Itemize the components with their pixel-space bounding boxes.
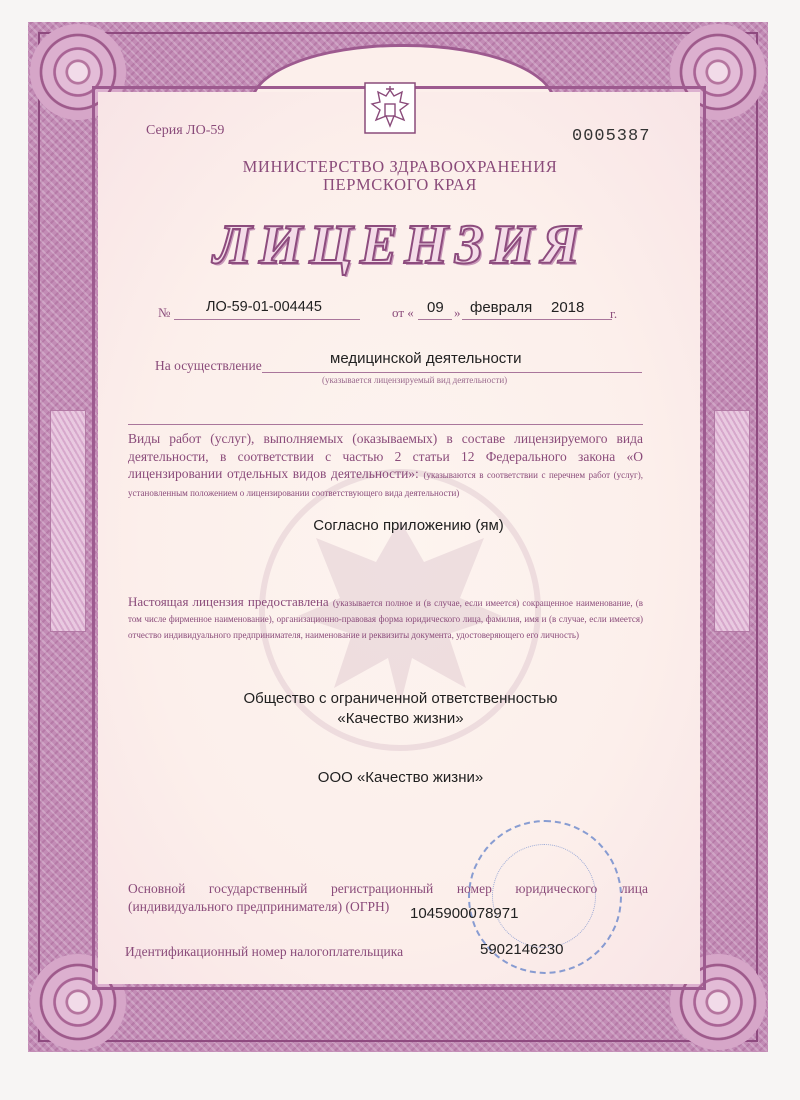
license-year: 2018: [551, 299, 585, 316]
day-underline: [418, 319, 452, 320]
ogrn-value: 1045900078971: [410, 905, 519, 922]
license-day: 09: [427, 299, 444, 316]
works-text: Виды работ (услуг), выполняемых (оказываемых) в составе лицензируемого вида деятельности, в соответствии с частью 2 статьи 12 Федерального закона «О лицензировании отдельных видов деятельности»:: [128, 431, 643, 481]
ministry-name-line1: МИНИСТЕРСТВО ЗДРАВООХРАНЕНИЯ: [242, 157, 558, 176]
licensee-full-name-line1: Общество с ограниченной ответственностью: [243, 690, 558, 707]
activity-value: медицинской деятельности: [330, 350, 522, 367]
date-from-label: от «: [392, 305, 414, 320]
number-underline: [174, 319, 360, 320]
month-year-underline: [462, 319, 612, 320]
document-title: ЛИЦЕНЗИЯ: [213, 214, 587, 276]
activity-hint: (указывается лицензируемый вид деятельности): [322, 375, 508, 385]
year-suffix: г.: [610, 306, 618, 321]
licensee-short-name: ООО «Качество жизни»: [317, 769, 484, 786]
license-month: февраля: [470, 299, 533, 316]
inn-label: Идентификационный номер налогоплательщика: [125, 944, 404, 959]
right-guilloche-band: [714, 410, 750, 632]
license-number: ЛО-59-01-004445: [206, 299, 322, 315]
coat-of-arms-icon: [362, 80, 418, 136]
ogrn-label: Основной государственный регистрационный номер юридического лица (индивидуального предпринимателя) (ОГРН): [128, 881, 648, 914]
licensee-full-name-line2: «Качество жизни»: [337, 710, 464, 727]
activity-underline: [262, 372, 642, 373]
blank-line: [128, 424, 643, 425]
number-sign: №: [158, 305, 171, 320]
serial-number: 0005387: [572, 127, 651, 146]
ministry-name-line2: ПЕРМСКОГО КРАЯ: [323, 175, 477, 194]
activity-label: На осуществление: [155, 358, 262, 373]
works-value: Согласно приложению (ям): [313, 517, 504, 534]
licensee-fine-print: (указывается полное и (в случае, если имеется) сокращенное наименование, (в том числе фирменное наименование), организационно-правовая форма юридического лица, фамилия, имя и (в случае, если имеется) отчество индивидуального предпринимателя, наименование и реквизиты документа, удостоверяющего его личность): [128, 598, 643, 640]
date-sep: »: [454, 305, 461, 320]
works-paragraph: [128, 430, 643, 500]
inn-value: 5902146230: [480, 941, 564, 958]
licensee-text: Настоящая лицензия предоставлена: [128, 594, 329, 609]
licensee-paragraph: [128, 594, 643, 642]
series-label: Серия ЛО-59: [146, 123, 225, 138]
left-guilloche-band: [50, 410, 86, 632]
works-fine-print: (указываются в соответствии с перечнем работ (услуг), установленным положением о лицензировании соответствующего вида деятельности): [128, 470, 643, 498]
